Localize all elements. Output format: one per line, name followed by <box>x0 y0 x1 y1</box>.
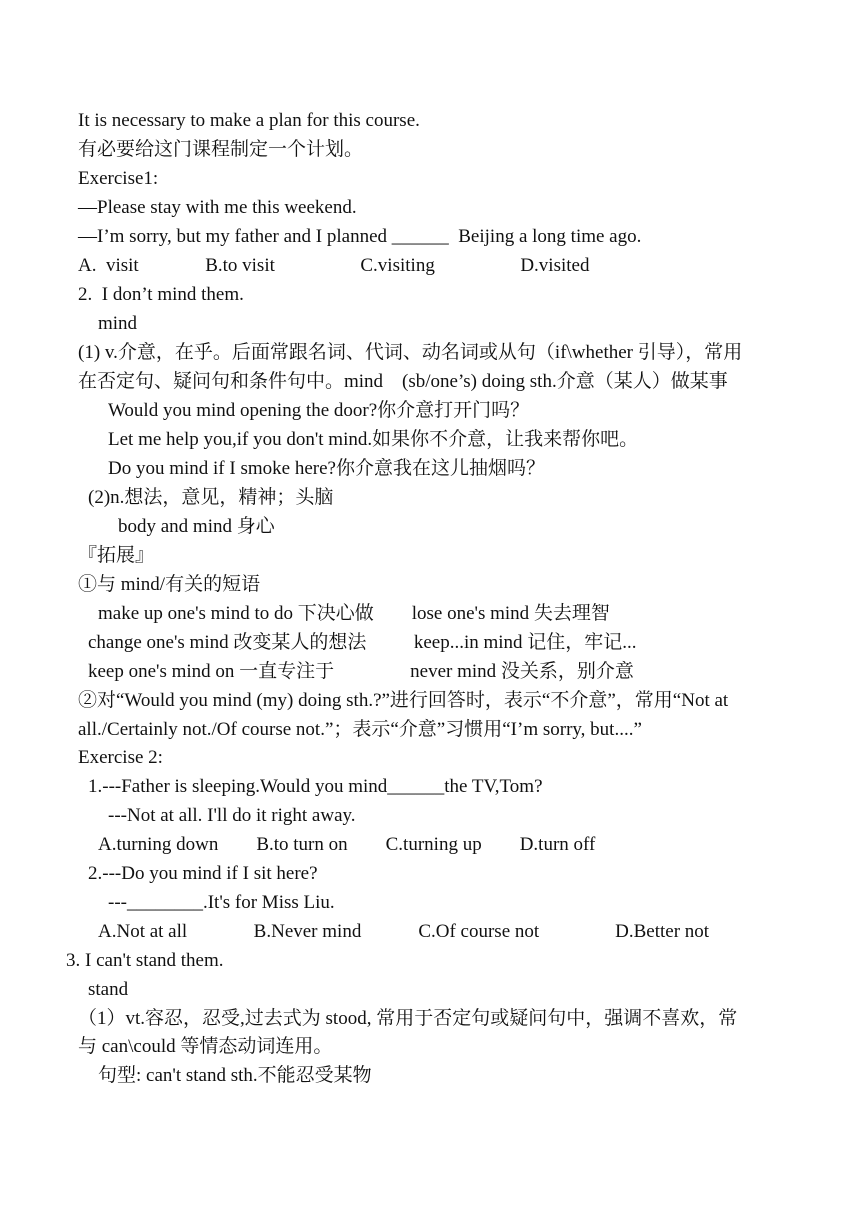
exercise-2-question-2: 2.---Do you mind if I sit here? <box>88 863 318 884</box>
mind-verb-definition-line-2: 在否定句、疑问句和条件句中。mind (sb/one’s) doing sth.介意（某人）做某事 <box>78 371 728 392</box>
example-sentence-en: It is necessary to make a plan for this course. <box>78 110 420 131</box>
stand-definition-line-2: 与 can\could 等情态动词连用。 <box>78 1036 333 1057</box>
phrases-heading: ①与 mind/有关的短语 <box>78 574 261 595</box>
mind-example-2: Let me help you,if you don't mind.如果你不介意，让我来帮你吧。 <box>108 429 639 450</box>
mind-example-1: Would you mind opening the door?你介意打开门吗？ <box>108 400 530 421</box>
exercise-1-options: A. visit B.to visit C.visiting D.visited <box>78 255 590 276</box>
exercise-2-question-2-reply: ---________.It's for Miss Liu. <box>108 892 335 913</box>
mind-example-3: Do you mind if I smoke here?你介意我在这儿抽烟吗？ <box>108 458 545 479</box>
phrase-row-2: change one's mind 改变某人的想法 keep...in mind 记住，牢记... <box>88 632 637 653</box>
stand-sentence-pattern: 句型: can't stand sth.不能忍受某物 <box>98 1065 372 1086</box>
mind-noun-example: body and mind 身心 <box>118 516 275 537</box>
exercise-2-question-1: 1.---Father is sleeping.Would you mind______the TV,Tom? <box>88 776 543 797</box>
exercise-1-dialog-line-1: —Please stay with me this weekend. <box>78 197 357 218</box>
exercise-1-heading: Exercise1: <box>78 168 159 189</box>
exercise-2-heading: Exercise 2: <box>78 747 163 768</box>
section-2-heading: 2. I don’t mind them. <box>78 284 244 305</box>
exercise-2-question-1-options: A.turning down B.to turn on C.turning up D.turn off <box>98 834 596 855</box>
exercise-2-question-1-reply: ---Not at all. I'll do it right away. <box>108 805 356 826</box>
keyword-stand: stand <box>88 979 129 1000</box>
example-sentence-zh: 有必要给这门课程制定一个计划。 <box>78 139 364 160</box>
stand-definition-line-1: （1）vt.容忍，忍受,过去式为 stood, 常用于否定句或疑问句中，强调不喜欢，常 <box>78 1008 738 1029</box>
mind-noun-definition: (2)n.想法，意见，精神；头脑 <box>88 487 334 508</box>
extension-heading: 『拓展』 <box>78 545 155 566</box>
exercise-2-question-2-options: A.Not at all B.Never mind C.Of course not D.Better not <box>98 921 710 942</box>
response-note-line-1: ②对“Would you mind (my) doing sth.?”进行回答时，表示“不介意”，常用“Not at <box>78 690 729 711</box>
response-note-line-2: all./Certainly not./Of course not.”；表示“介意”习惯用“I’m sorry, but....” <box>78 719 642 740</box>
exercise-1-dialog-line-2: —I’m sorry, but my father and I planned ______ Beijing a long time ago. <box>78 226 642 247</box>
keyword-mind: mind <box>98 313 138 334</box>
phrase-row-1: make up one's mind to do 下决心做 lose one's mind 失去理智 <box>98 603 610 624</box>
phrase-row-3: keep one's mind on 一直专注于 never mind 没关系，别介意 <box>88 661 634 682</box>
mind-verb-definition-line-1: (1) v.介意，在乎。后面常跟名词、代词、动名词或从句（if\whether 引导），常用 <box>78 342 743 363</box>
section-3-heading: 3. I can't stand them. <box>66 950 224 971</box>
